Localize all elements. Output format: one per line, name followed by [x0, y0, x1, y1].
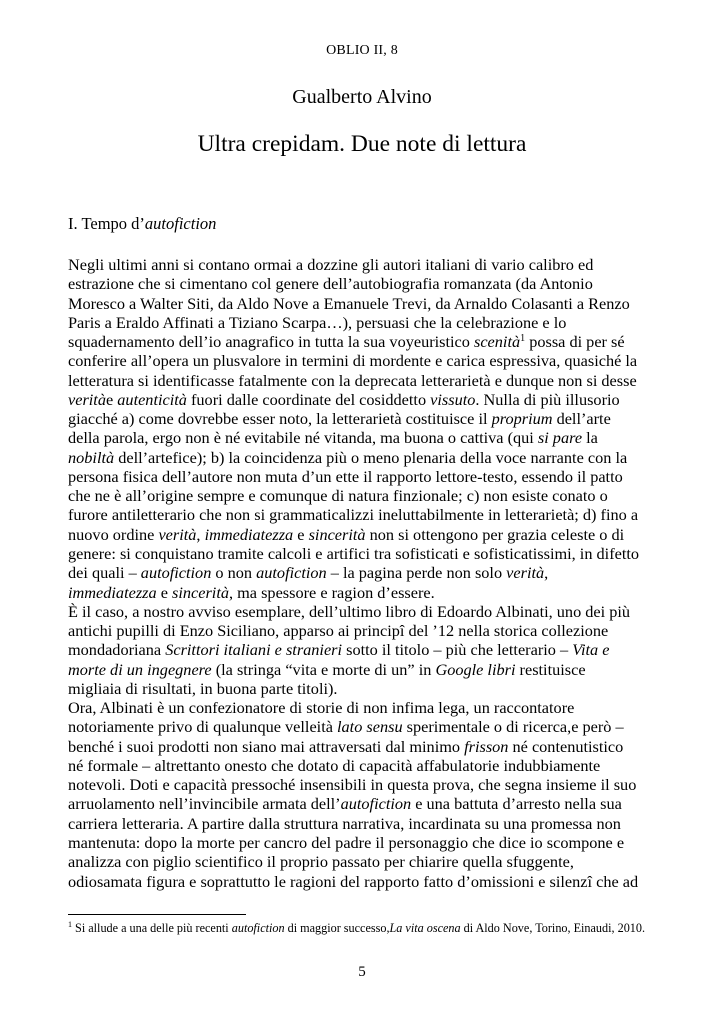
- text-line: [68, 737, 664, 756]
- text-segment: ,: [544, 563, 549, 583]
- text-line: [68, 775, 664, 794]
- text-segment: nuovo ordine: [68, 524, 159, 544]
- italic-text: immediatezza: [204, 524, 294, 544]
- text-line: [68, 833, 664, 852]
- text-line: [68, 640, 664, 659]
- text-segment: persona fisica dell’autore non muta d’un ette il rapporto lettore-testo, essendo il patto: [68, 466, 623, 486]
- text-segment: sperimentale o di ricerca,e però –: [402, 717, 624, 737]
- text-segment: né contenutistico: [508, 736, 624, 756]
- text-line: [68, 274, 664, 293]
- text-segment: ,: [196, 524, 205, 544]
- text-segment: , ma spessore e ragion d’essere.: [229, 582, 435, 602]
- text-line: [68, 852, 664, 871]
- text-line: [68, 756, 664, 775]
- italic-text: nobiltà: [68, 447, 115, 467]
- text-line: [68, 814, 664, 833]
- text-line: [68, 390, 664, 409]
- section-heading-italic: autofiction: [144, 214, 217, 233]
- text-segment: odiosamata figura e soprattutto le ragioni del rapporto fatto d’omissioni e silenzî che ad: [68, 871, 639, 891]
- text-line: [68, 872, 664, 891]
- text-line: [68, 313, 664, 332]
- section-heading-text: I. Tempo d’: [68, 214, 145, 233]
- text-line: [68, 583, 664, 602]
- text-segment: che ne è all’origine sempre e comunque di natura finzionale; c) non esiste conato o: [68, 486, 608, 506]
- footnote-text: di maggior successo,: [284, 921, 390, 936]
- text-segment: Moresco a Walter Siti, da Aldo Nove a Emanuele Trevi, da Arnaldo Colasanti a Renzo: [68, 293, 630, 313]
- text-line: [68, 467, 664, 486]
- text-line: [68, 486, 664, 505]
- running-head: OBLIO II, 8: [326, 43, 398, 58]
- text-segment: possa di per sé: [525, 332, 625, 352]
- text-segment: – la pagina perde non solo: [326, 563, 507, 583]
- italic-text: proprium: [491, 409, 553, 429]
- text-line: [68, 505, 664, 524]
- body-text: [68, 255, 664, 891]
- text-segment: sotto il titolo – più che letterario –: [342, 640, 573, 660]
- text-line: [68, 448, 664, 467]
- text-segment: . Nulla di più illusorio: [475, 389, 620, 409]
- italic-text: vissuto: [430, 389, 476, 409]
- text-segment: notoriamente privo di qualunque velleità: [68, 717, 338, 737]
- text-segment: e: [293, 524, 309, 544]
- text-segment: o non: [211, 563, 257, 583]
- text-segment: letteratura si identificasse fatalmente con la deprecata letterarietà e dunque non si desse: [68, 370, 637, 390]
- text-line: [68, 351, 664, 370]
- text-segment: arruolamento nell’invincibile armata dell’: [68, 794, 341, 814]
- text-line: [68, 332, 664, 351]
- italic-text: autofiction: [340, 794, 412, 814]
- text-segment: antichi pupilli di Enzo Siciliano, apparso ai principî del ’12 nella storica collezione: [68, 621, 609, 641]
- text-line: [68, 621, 664, 640]
- page-number: 5: [358, 964, 366, 980]
- text-segment: mantenuta: dopo la morte per cancro del padre il personaggio che dice io scompone e: [68, 832, 625, 852]
- italic-text: Google libri: [435, 659, 516, 679]
- italic-text: lato sensu: [337, 717, 403, 737]
- footnote-marker: 1: [68, 920, 72, 929]
- footnote-rule: [68, 914, 246, 915]
- italic-text: autofiction: [256, 563, 327, 583]
- italic-text: verità: [68, 389, 106, 409]
- italic-text: sincerità: [308, 524, 366, 544]
- text-segment: Paris a Eraldo Affinati a Tiziano Scarpa…), persuasi che la celebrazione e lo: [68, 312, 567, 332]
- italic-text: morte di un ingegnere: [68, 659, 212, 679]
- text-segment: la: [582, 428, 598, 448]
- footnote-text: Si allude a una delle più recenti: [72, 921, 232, 936]
- text-segment: e: [105, 389, 118, 409]
- text-line: [68, 679, 664, 698]
- footnote-italic: La vita oscena: [389, 921, 461, 936]
- italic-text: autenticità: [117, 389, 187, 409]
- text-line: [68, 428, 664, 447]
- text-segment: e una battuta d’arresto nella sua: [411, 794, 622, 814]
- text-line: [68, 544, 664, 563]
- text-line: [68, 717, 664, 736]
- text-line: [68, 371, 664, 390]
- text-line: [68, 563, 664, 582]
- italic-text: verità: [158, 524, 197, 544]
- footnote-text: di Aldo Nove, Torino, Einaudi, 2010.: [460, 921, 646, 936]
- text-segment: dell’arte: [552, 409, 611, 429]
- text-segment: furore antiletterario che non si grammaticalizzi ineluttabilmente in letterarietà; d) fino a: [68, 505, 639, 525]
- section-heading: [68, 214, 216, 234]
- text-line: [68, 660, 664, 679]
- text-segment: (la stringa “vita e morte di un” in: [211, 659, 436, 679]
- text-segment: giacché a) come dovrebbe esser noto, la letterarietà costituisce il: [68, 409, 492, 429]
- text-segment: fuori dalle coordinate del cosiddetto: [186, 389, 431, 409]
- text-line: [68, 525, 664, 544]
- article-title: Ultra crepidam. Due note di lettura: [197, 131, 527, 157]
- text-segment: né formale – altrettanto onesto che dotato di capacità affabulatorie indubbiamente: [68, 755, 601, 775]
- text-segment: dei quali –: [68, 563, 141, 583]
- text-segment: conferire all’opera un plusvalore in termini di mordente e carica espressiva, quasiché la: [68, 351, 638, 371]
- italic-text: scenità: [474, 332, 521, 352]
- italic-text: autofiction: [140, 563, 212, 583]
- text-line: [68, 698, 664, 717]
- text-segment: notevoli. Doti e capacità pressoché insensibili in questa prova, che segna insieme il suo: [68, 775, 637, 795]
- italic-text: frisson: [464, 736, 509, 756]
- text-segment: migliaia di risultati, in buona parte titoli).: [68, 678, 338, 698]
- footnote-italic: autofiction: [231, 921, 285, 936]
- text-segment: genere: si conquistano tramite calcoli e artifici tra sofisticati e sofisticatissimi, in difetto: [68, 543, 640, 563]
- text-segment: dell’artefice); b) la coincidenza più o meno plenaria della voce narrante con la: [114, 447, 628, 467]
- text-segment: della parola, ergo non è né evitabile né vitanda, ma buona o cattiva (qui: [68, 428, 538, 448]
- text-segment: estrazione che si cimentano col genere dell’autobiografia romanzata (da Antonio: [68, 274, 593, 294]
- italic-text: immediatezza: [68, 582, 157, 602]
- text-segment: mondadoriana: [68, 640, 166, 660]
- italic-text: sincerità: [172, 582, 229, 602]
- text-line: [68, 294, 664, 313]
- text-line: [68, 255, 664, 274]
- text-line: [68, 602, 664, 621]
- text-line: [68, 409, 664, 428]
- text-segment: e: [156, 582, 173, 602]
- text-segment: squadernamento dell’io anagrafico in tutta la sua voyeuristico: [68, 332, 474, 352]
- footnote: [68, 920, 688, 936]
- text-segment: Negli ultimi anni si contano ormai a dozzine gli autori italiani di vario calibro ed: [68, 255, 594, 274]
- text-segment: analizza con piglio scientifico il proprio passato per chiarire quella sfuggente,: [68, 852, 574, 872]
- italic-text: Scrittori italiani e stranieri: [165, 640, 343, 660]
- italic-text: si pare: [537, 428, 583, 448]
- text-segment: restituisce: [515, 659, 586, 679]
- italic-text: Vita e: [572, 640, 610, 660]
- text-segment: carriera letteraria. A partire dalla struttura narrativa, incardinata su una promessa non: [68, 813, 621, 833]
- text-segment: Ora, Albinati è un confezionatore di storie di non infima lega, un raccontatore: [68, 698, 575, 718]
- author-name: Gualberto Alvino: [292, 86, 432, 108]
- text-segment: non si ottengono per grazia celeste o di: [365, 524, 625, 544]
- text-segment: benché i suoi prodotti non siano mai attraversati dal minimo: [68, 736, 465, 756]
- text-line: [68, 794, 664, 813]
- footnote-ref: 1: [520, 333, 526, 345]
- italic-text: verità: [506, 563, 545, 583]
- text-segment: È il caso, a nostro avviso esemplare, dell’ultimo libro di Edoardo Albinati, uno dei più: [68, 601, 631, 621]
